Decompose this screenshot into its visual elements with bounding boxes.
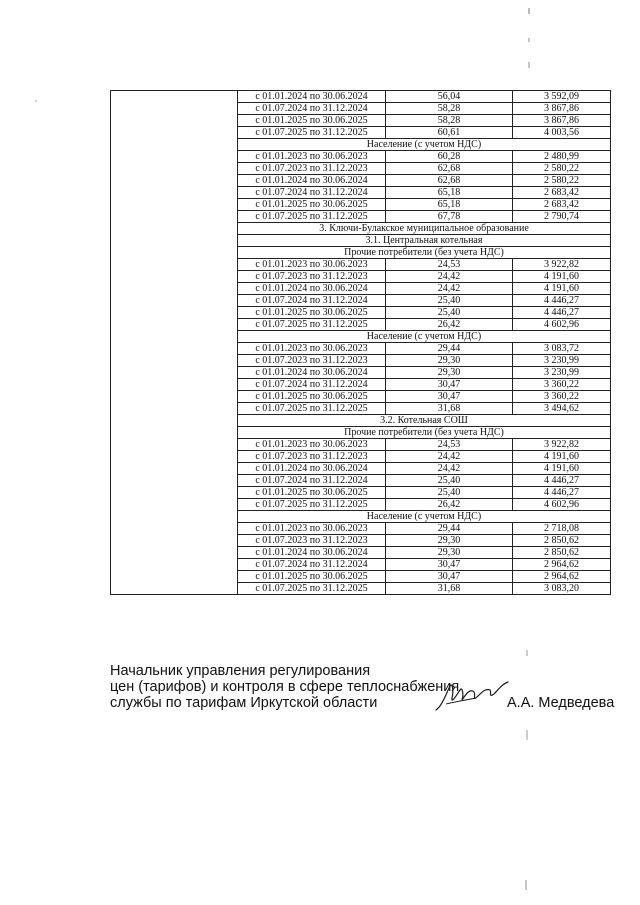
tariff-value-cell: 3 083,72 (513, 343, 611, 355)
tariff-value-cell: 65,18 (386, 187, 513, 199)
tariff-table (110, 90, 611, 595)
tariff-value-cell: 2 718,08 (513, 523, 611, 535)
tariff-value-cell: 2 850,62 (513, 535, 611, 547)
period-cell: с 01.07.2025 по 31.12.2025 (238, 583, 386, 595)
period-cell: с 01.07.2023 по 31.12.2023 (238, 355, 386, 367)
tariff-value-cell: 29,30 (386, 355, 513, 367)
section-heading: 3.2. Котельная СОШ (238, 415, 611, 427)
tariff-value-cell: 31,68 (386, 403, 513, 415)
period-cell: с 01.01.2024 по 30.06.2024 (238, 175, 386, 187)
handwritten-signature (432, 676, 512, 716)
tariff-value-cell: 30,47 (386, 379, 513, 391)
period-cell: с 01.07.2023 по 31.12.2023 (238, 271, 386, 283)
period-cell: с 01.01.2023 по 30.06.2023 (238, 523, 386, 535)
period-cell: с 01.01.2025 по 30.06.2025 (238, 199, 386, 211)
tariff-value-cell: 25,40 (386, 295, 513, 307)
period-cell: с 01.01.2023 по 30.06.2023 (238, 343, 386, 355)
period-cell: с 01.07.2024 по 31.12.2024 (238, 103, 386, 115)
tariff-value-cell: 24,42 (386, 271, 513, 283)
tariff-value-cell: 4 003,56 (513, 127, 611, 139)
position-line: Начальник управления регулирования (110, 663, 371, 679)
tariff-value-cell: 3 360,22 (513, 379, 611, 391)
tariff-value-cell: 3 083,20 (513, 583, 611, 595)
table-row (111, 91, 611, 103)
period-cell: с 01.01.2025 по 30.06.2025 (238, 307, 386, 319)
tariff-value-cell: 3 867,86 (513, 115, 611, 127)
tariff-value-cell: 4 602,96 (513, 499, 611, 511)
signatory-name: А.А. Медведева (507, 695, 615, 711)
period-cell: с 01.01.2024 по 30.06.2024 (238, 367, 386, 379)
tariff-value-cell: 65,18 (386, 199, 513, 211)
tariff-value-cell: 4 446,27 (513, 475, 611, 487)
tariff-value-cell: 4 191,60 (513, 283, 611, 295)
tariff-value-cell: 4 446,27 (513, 307, 611, 319)
tariff-value-cell: 3 360,22 (513, 391, 611, 403)
tariff-value-cell: 60,28 (386, 151, 513, 163)
tariff-value-cell: 2 683,42 (513, 199, 611, 211)
period-cell: с 01.01.2023 по 30.06.2023 (238, 439, 386, 451)
period-cell: с 01.07.2025 по 31.12.2025 (238, 499, 386, 511)
consumer-group-heading: Прочие потребители (без учета НДС) (238, 247, 611, 259)
period-cell: с 01.07.2025 по 31.12.2025 (238, 319, 386, 331)
tariff-value-cell: 25,40 (386, 307, 513, 319)
period-cell: с 01.01.2024 по 30.06.2024 (238, 91, 386, 103)
tariff-value-cell: 24,42 (386, 463, 513, 475)
period-cell: с 01.01.2024 по 30.06.2024 (238, 463, 386, 475)
tariff-value-cell: 58,28 (386, 103, 513, 115)
consumer-group-heading: Прочие потребители (без учета НДС) (238, 427, 611, 439)
period-cell: с 01.07.2024 по 31.12.2024 (238, 187, 386, 199)
tariff-value-cell: 3 922,82 (513, 439, 611, 451)
period-cell: с 01.01.2025 по 30.06.2025 (238, 571, 386, 583)
tariff-value-cell: 3 230,99 (513, 355, 611, 367)
tariff-value-cell: 2 964,62 (513, 571, 611, 583)
tariff-value-cell: 2 580,22 (513, 175, 611, 187)
period-cell: с 01.01.2025 по 30.06.2025 (238, 115, 386, 127)
tariff-value-cell: 4 191,60 (513, 451, 611, 463)
period-cell: с 01.01.2025 по 30.06.2025 (238, 391, 386, 403)
tariff-value-cell: 4 446,27 (513, 487, 611, 499)
tariff-value-cell: 2 964,62 (513, 559, 611, 571)
period-cell: с 01.07.2024 по 31.12.2024 (238, 295, 386, 307)
period-cell: с 01.07.2024 по 31.12.2024 (238, 475, 386, 487)
tariff-value-cell: 4 191,60 (513, 463, 611, 475)
period-cell: с 01.01.2025 по 30.06.2025 (238, 487, 386, 499)
tariff-value-cell: 2 790,74 (513, 211, 611, 223)
tariff-value-cell: 60,61 (386, 127, 513, 139)
tariff-value-cell: 25,40 (386, 475, 513, 487)
tariff-value-cell: 24,42 (386, 451, 513, 463)
tariff-value-cell: 31,68 (386, 583, 513, 595)
tariff-value-cell: 4 446,27 (513, 295, 611, 307)
tariff-value-cell: 29,30 (386, 535, 513, 547)
consumer-group-heading: Население (с учетом НДС) (238, 331, 611, 343)
section-heading: 3.1. Центральная котельная (238, 235, 611, 247)
period-cell: с 01.01.2024 по 30.06.2024 (238, 283, 386, 295)
period-cell: с 01.07.2025 по 31.12.2025 (238, 403, 386, 415)
period-cell: с 01.01.2024 по 30.06.2024 (238, 547, 386, 559)
tariff-value-cell: 3 494,62 (513, 403, 611, 415)
period-cell: с 01.07.2024 по 31.12.2024 (238, 379, 386, 391)
tariff-value-cell: 3 230,99 (513, 367, 611, 379)
period-cell: с 01.07.2023 по 31.12.2023 (238, 163, 386, 175)
tariff-value-cell: 4 191,60 (513, 271, 611, 283)
period-cell: с 01.07.2025 по 31.12.2025 (238, 127, 386, 139)
tariff-value-cell: 62,68 (386, 175, 513, 187)
consumer-group-heading: Население (с учетом НДС) (238, 511, 611, 523)
tariff-value-cell: 3 867,86 (513, 103, 611, 115)
signature-position-text (110, 663, 459, 711)
position-line: службы по тарифам Иркутской области (110, 695, 378, 711)
tariff-value-cell: 29,30 (386, 367, 513, 379)
tariff-value-cell: 2 480,99 (513, 151, 611, 163)
period-cell: с 01.01.2023 по 30.06.2023 (238, 259, 386, 271)
period-cell: с 01.01.2023 по 30.06.2023 (238, 151, 386, 163)
tariff-value-cell: 4 602,96 (513, 319, 611, 331)
period-cell: с 01.07.2025 по 31.12.2025 (238, 211, 386, 223)
tariff-value-cell: 56,04 (386, 91, 513, 103)
period-cell: с 01.07.2023 по 31.12.2023 (238, 451, 386, 463)
consumer-group-heading: Население (с учетом НДС) (238, 139, 611, 151)
tariff-value-cell: 30,47 (386, 391, 513, 403)
tariff-value-cell: 30,47 (386, 559, 513, 571)
tariff-value-cell: 26,42 (386, 319, 513, 331)
tariff-value-cell: 25,40 (386, 487, 513, 499)
tariff-value-cell: 29,44 (386, 523, 513, 535)
tariff-value-cell: 26,42 (386, 499, 513, 511)
tariff-value-cell: 2 683,42 (513, 187, 611, 199)
tariff-value-cell: 30,47 (386, 571, 513, 583)
tariff-value-cell: 3 592,09 (513, 91, 611, 103)
tariff-value-cell: 29,44 (386, 343, 513, 355)
tariff-value-cell: 3 922,82 (513, 259, 611, 271)
tariff-value-cell: 67,78 (386, 211, 513, 223)
tariff-value-cell: 24,42 (386, 283, 513, 295)
tariff-value-cell: 24,53 (386, 259, 513, 271)
tariff-value-cell: 58,28 (386, 115, 513, 127)
tariff-value-cell: 2 850,62 (513, 547, 611, 559)
section-heading: 3. Ключи-Булакское муниципальное образование (238, 223, 611, 235)
tariff-value-cell: 24,53 (386, 439, 513, 451)
tariff-value-cell: 2 580,22 (513, 163, 611, 175)
tariff-value-cell: 29,30 (386, 547, 513, 559)
tariff-value-cell: 62,68 (386, 163, 513, 175)
period-cell: с 01.07.2024 по 31.12.2024 (238, 559, 386, 571)
period-cell: с 01.07.2023 по 31.12.2023 (238, 535, 386, 547)
left-merged-column (111, 91, 238, 595)
position-line: цен (тарифов) и контроля в сфере теплоснабжения (110, 679, 460, 695)
